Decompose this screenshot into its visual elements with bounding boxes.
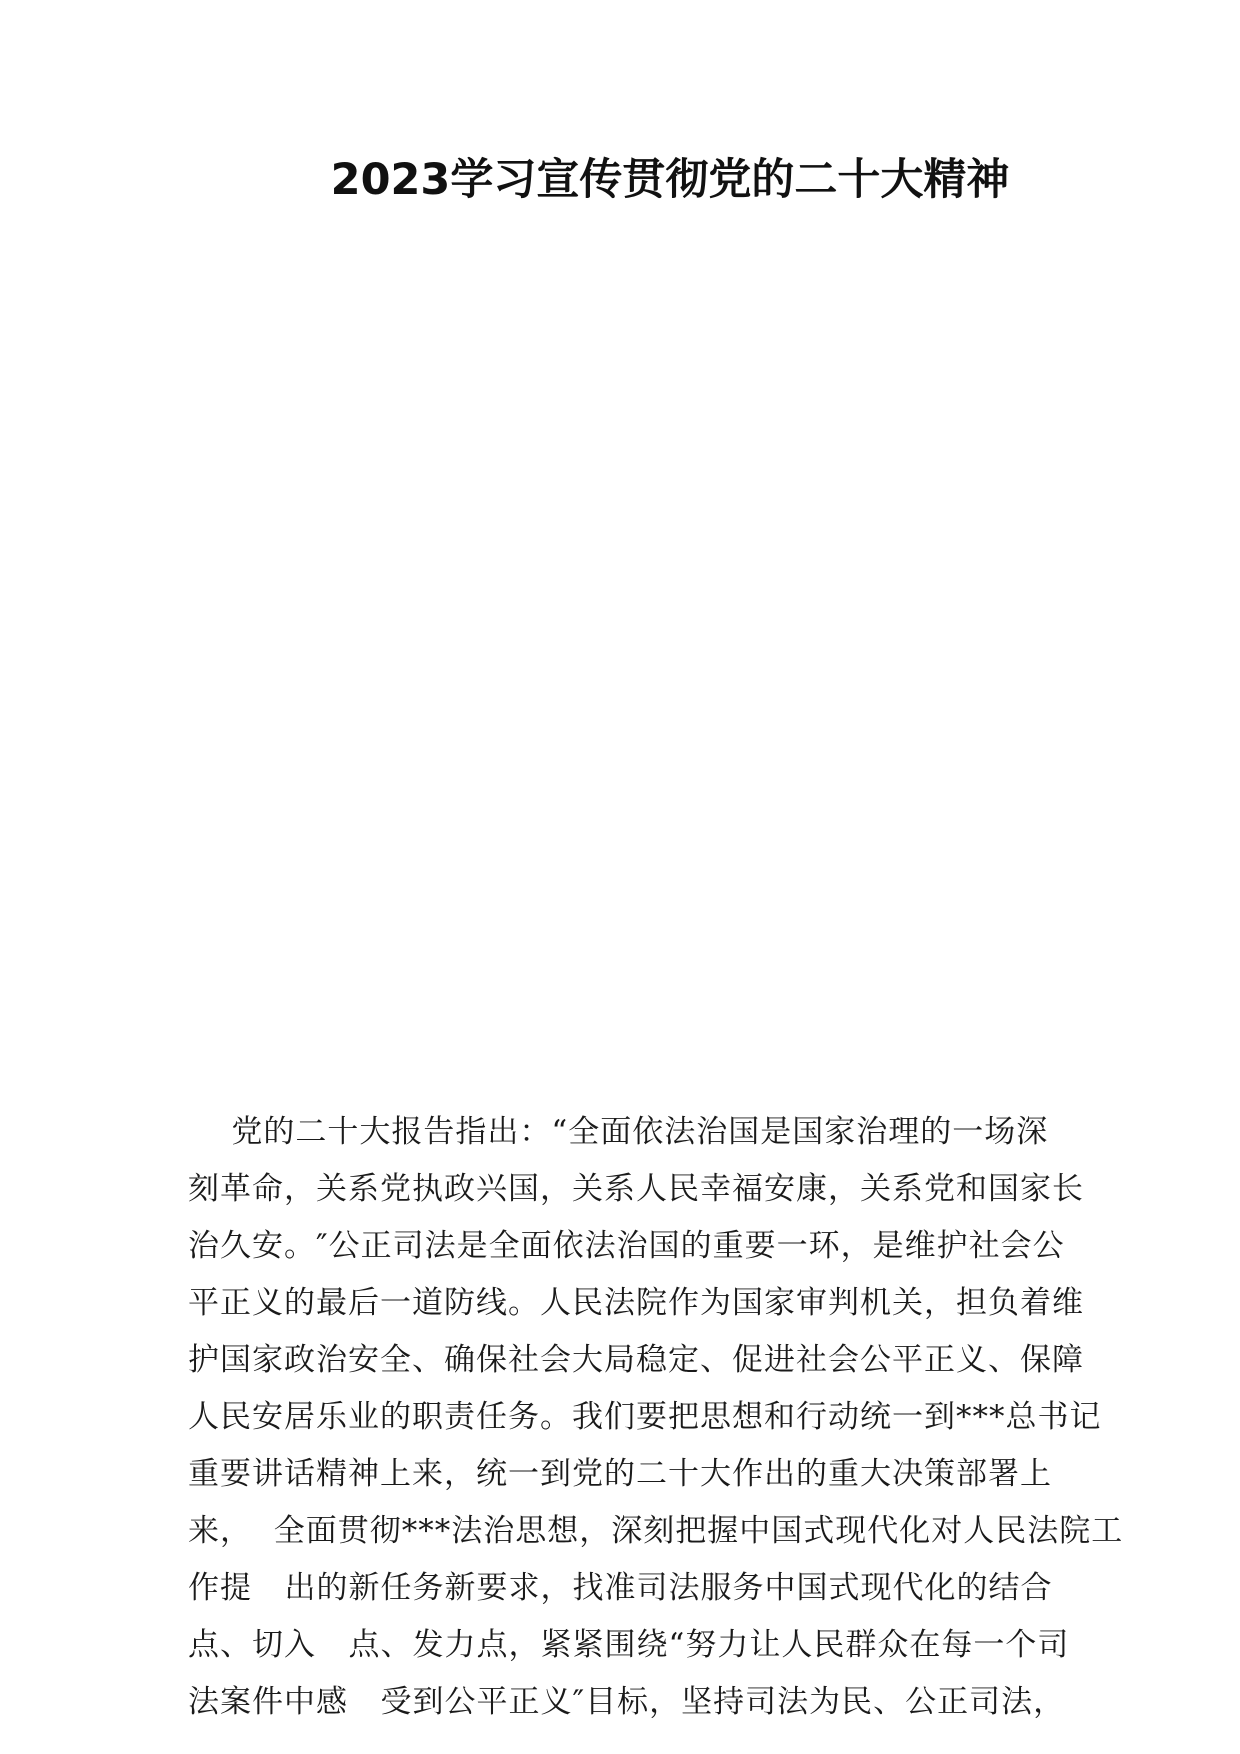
document-title: 2023学习宣传贯彻党的二十大精神 <box>330 155 1010 205</box>
body-line: 平正义的最后一道防线。人民法院作为国家审判机关，担负着维 <box>188 1285 1084 1321</box>
body-line: 人民安居乐业的职责任务。我们要把思想和行动统一到***总书记 <box>188 1399 1102 1435</box>
body-line: 党的二十大报告指出：“全面依法治国是国家治理的一场深 <box>188 1114 1049 1150</box>
body-line: 刻革命，关系党执政兴国，关系人民幸福安康，关系党和国家长 <box>188 1171 1084 1207</box>
body-line: 重要讲话精神上来，统一到党的二十大作出的重大决策部署上 <box>188 1456 1052 1492</box>
body-line: 治久安。″公正司法是全面依法治国的重要一环，是维护社会公 <box>188 1228 1065 1264</box>
document-body <box>188 1104 1124 1731</box>
body-line: 作提 出的新任务新要求，找准司法服务中国式现代化的结合 <box>188 1570 1053 1606</box>
body-line: 护国家政治安全、确保社会大局稳定、促进社会公平正义、保障 <box>188 1342 1084 1378</box>
body-line: 点、切入 点、发力点，紧紧围绕“努力让人民群众在每一个司 <box>188 1627 1070 1663</box>
body-line: 来， 全面贯彻***法治思想，深刻把握中国式现代化对人民法院工 <box>188 1513 1124 1549</box>
body-line: 法案件中感 受到公平正义″目标，坚持司法为民、公正司法， <box>188 1684 1066 1720</box>
